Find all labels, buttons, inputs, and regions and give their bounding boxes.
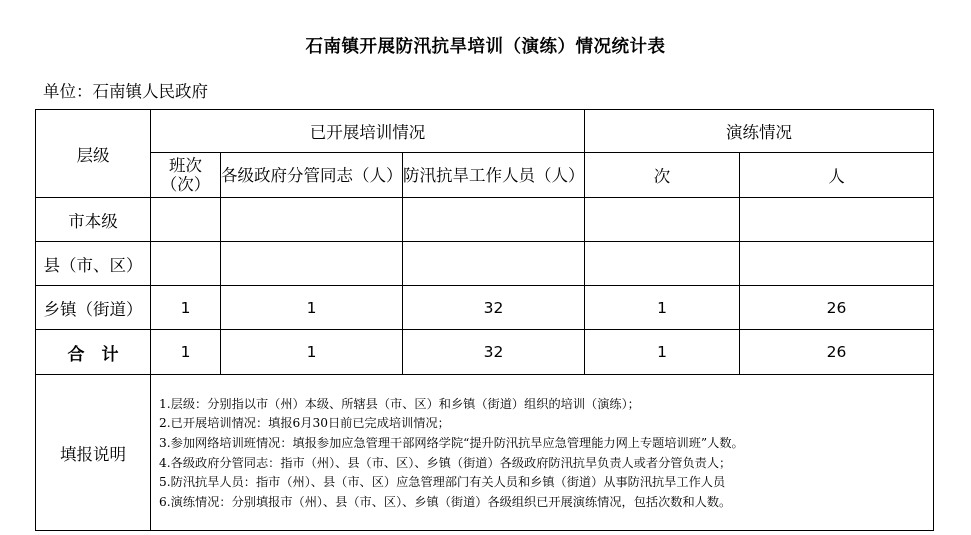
unit-label: 单位：石南镇人民政府	[43, 82, 208, 101]
cell-sessions	[151, 198, 221, 242]
header-officials: 各级政府分管同志（人）	[221, 153, 403, 198]
cell-drill-times	[585, 198, 740, 242]
total-staff: 32	[403, 330, 585, 375]
cell-drill-people: 26	[740, 286, 934, 330]
row-level: 乡镇（街道）	[36, 286, 151, 330]
cell-officials: 1	[221, 286, 403, 330]
total-row	[36, 330, 934, 375]
total-drill-times: 1	[585, 330, 740, 375]
cell-drill-times	[585, 242, 740, 286]
cell-officials	[221, 242, 403, 286]
row-level: 县（市、区）	[36, 242, 151, 286]
cell-officials	[221, 198, 403, 242]
header-training-group: 已开展培训情况	[151, 110, 585, 153]
notes-row	[36, 375, 934, 531]
statistics-table	[35, 109, 934, 531]
row-level: 市本级	[36, 198, 151, 242]
cell-drill-times: 1	[585, 286, 740, 330]
cell-staff	[403, 198, 585, 242]
header-level: 层级	[36, 110, 151, 198]
note-item: 6.演练情况：分别填报市（州）、县（市、区）、乡镇（街道）各级组织已开展演练情况，包括次数和人数。	[159, 494, 732, 509]
cell-sessions	[151, 242, 221, 286]
notes-label: 填报说明	[36, 375, 151, 531]
table-row	[36, 242, 934, 286]
cell-drill-people	[740, 242, 934, 286]
total-drill-people: 26	[740, 330, 934, 375]
table-row	[36, 286, 934, 330]
cell-drill-people	[740, 198, 934, 242]
cell-staff: 32	[403, 286, 585, 330]
header-drill-times: 次	[585, 153, 740, 198]
note-item: 1.层级：分别指以市（州）本级、所辖县（市、区）和乡镇（街道）组织的培训（演练）；	[159, 396, 640, 411]
note-item: 4.各级政府分管同志：指市（州）、县（市、区）、乡镇（街道）各级政府防汛抗旱负责人或者分管负责人；	[159, 455, 732, 470]
total-officials: 1	[221, 330, 403, 375]
header-row-1	[36, 110, 934, 153]
total-label: 合 计	[36, 330, 151, 375]
header-drill-people: 人	[740, 153, 934, 198]
header-drill-group: 演练情况	[585, 110, 934, 153]
note-item: 5.防汛抗旱人员：指市（州）、县（市、区）应急管理部门有关人员和乡镇（街道）从事防汛抗旱工作人员	[159, 475, 726, 490]
note-item: 2.已开展培训情况：填报6月30日前已完成培训情况；	[159, 416, 450, 431]
header-row-2	[36, 153, 934, 198]
cell-staff	[403, 242, 585, 286]
note-item: 3.参加网络培训班情况：填报参加应急管理干部网络学院“提升防汛抗旱应急管理能力网上专题培训班”人数。	[159, 435, 744, 450]
header-staff: 防汛抗旱工作人员（人）	[403, 153, 585, 198]
header-sessions: 班次（次）	[151, 153, 221, 198]
total-sessions: 1	[151, 330, 221, 375]
page-title: 石南镇开展防汛抗旱培训（演练）情况统计表	[305, 37, 666, 57]
table-row	[36, 198, 934, 242]
notes-content	[151, 375, 934, 531]
cell-sessions: 1	[151, 286, 221, 330]
